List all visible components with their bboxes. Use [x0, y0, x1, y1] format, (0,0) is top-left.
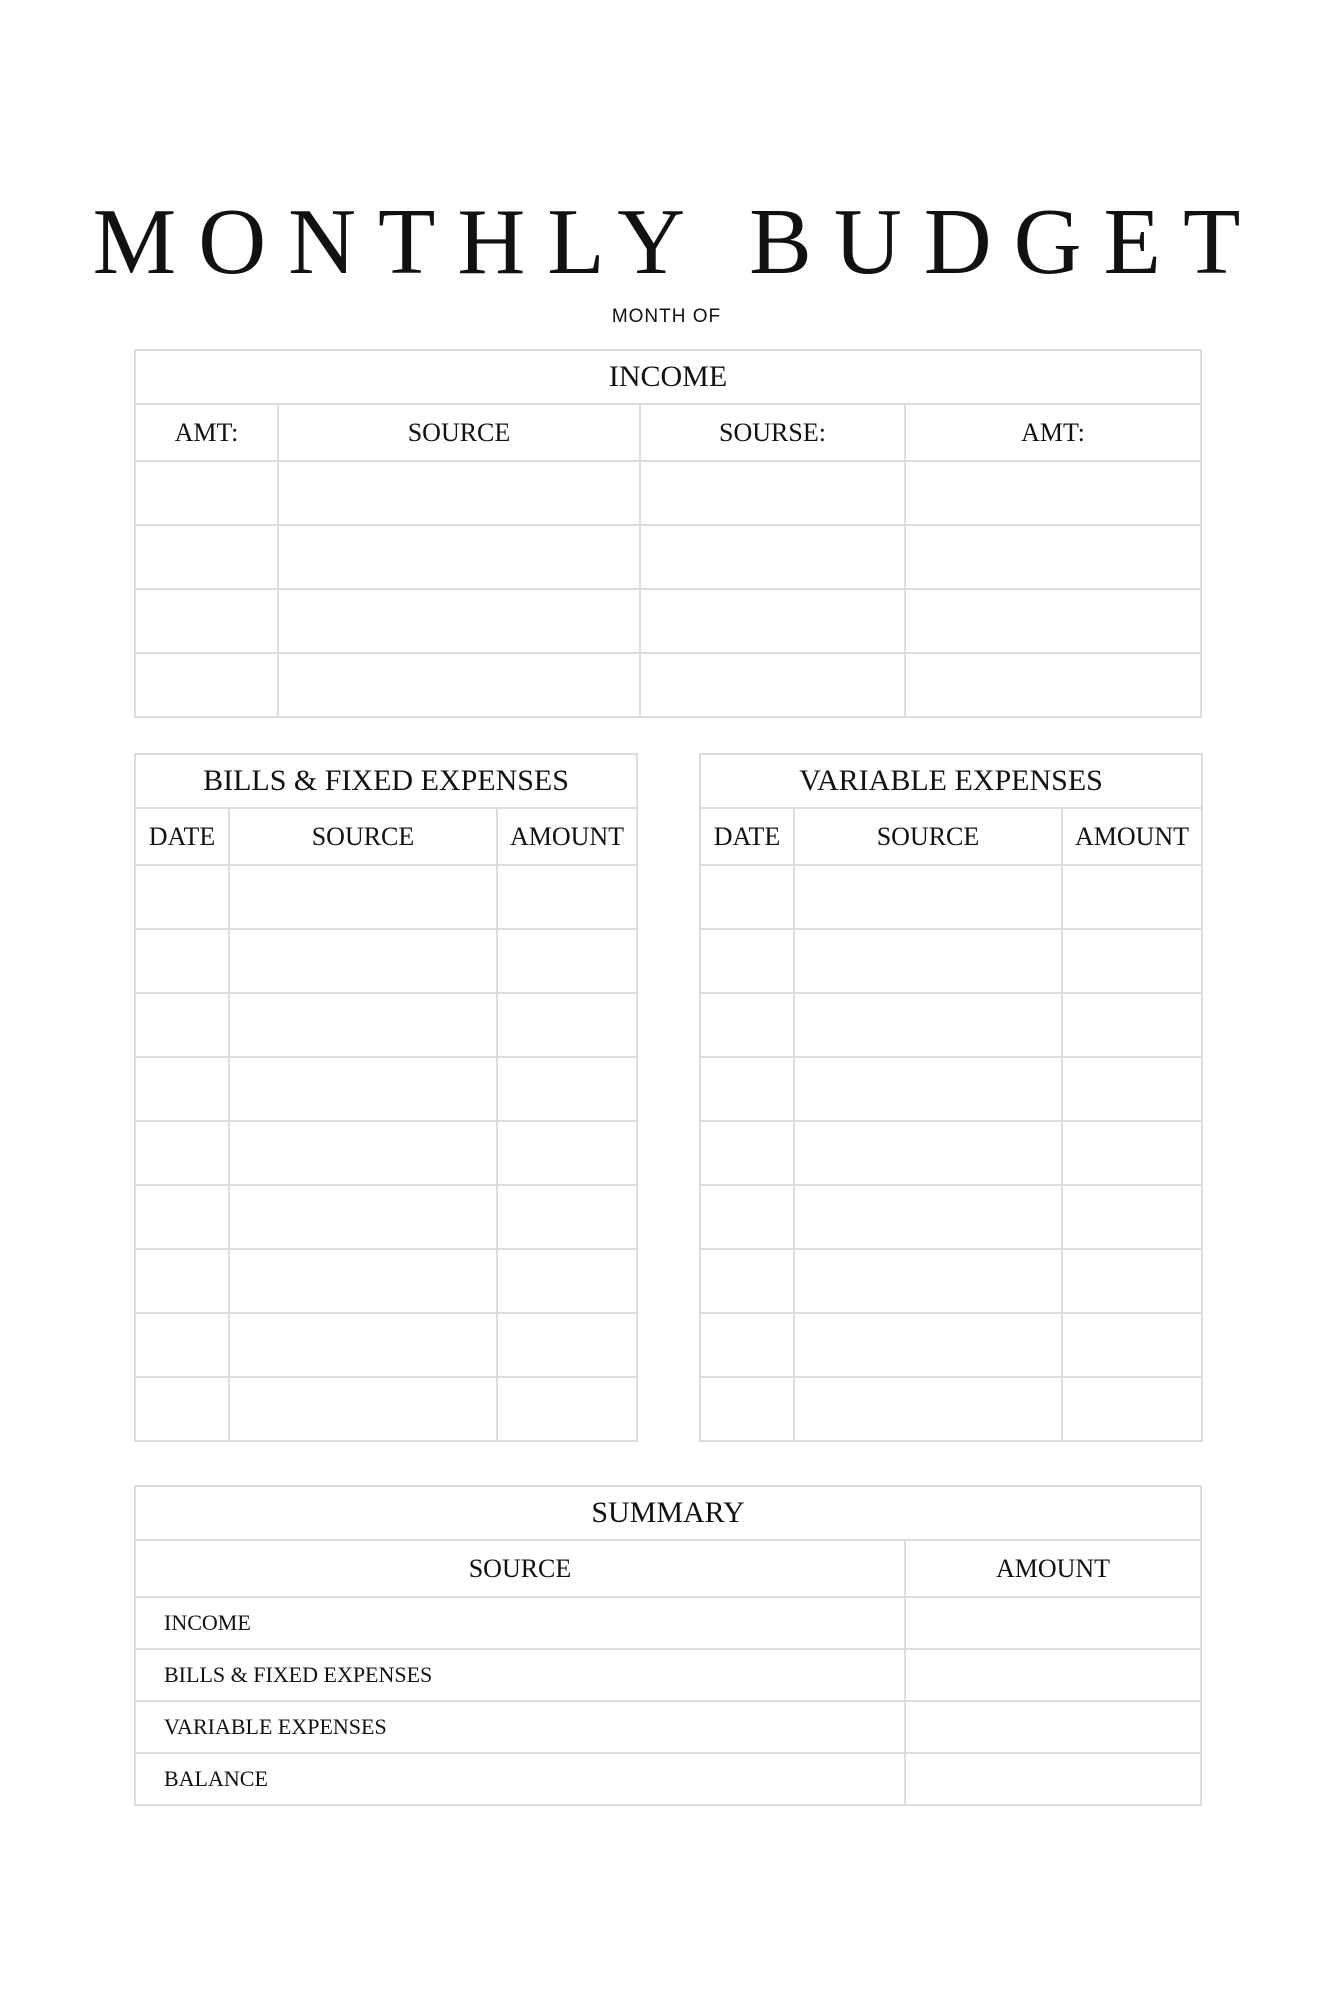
summary-title: SUMMARY — [135, 1486, 1201, 1540]
bills-row — [135, 929, 637, 993]
variable-cell[interactable] — [794, 929, 1062, 993]
summary-row — [135, 1649, 1201, 1701]
variable-row — [700, 1057, 1202, 1121]
income-cell[interactable] — [905, 589, 1201, 653]
bills-cell[interactable] — [135, 865, 229, 929]
income-cell[interactable] — [905, 525, 1201, 589]
income-cell[interactable] — [278, 461, 640, 525]
bills-row — [135, 1377, 637, 1441]
summary-row — [135, 1753, 1201, 1805]
bills-cell[interactable] — [229, 1057, 497, 1121]
summary-table — [134, 1485, 1202, 1806]
variable-row — [700, 1249, 1202, 1313]
summary-amount-cell[interactable] — [905, 1701, 1201, 1753]
bills-col-source: SOURCE — [229, 808, 497, 865]
variable-cell[interactable] — [794, 1185, 1062, 1249]
variable-cell[interactable] — [1062, 1249, 1202, 1313]
variable-row — [700, 865, 1202, 929]
variable-rows — [700, 865, 1202, 1441]
income-cell[interactable] — [135, 461, 278, 525]
summary-col-amount: AMOUNT — [905, 1540, 1201, 1597]
income-cell[interactable] — [905, 461, 1201, 525]
income-cell[interactable] — [905, 653, 1201, 717]
variable-cell[interactable] — [1062, 865, 1202, 929]
variable-title: VARIABLE EXPENSES — [700, 754, 1202, 808]
bills-cell[interactable] — [497, 1121, 637, 1185]
income-cell[interactable] — [640, 653, 905, 717]
variable-row — [700, 993, 1202, 1057]
income-rows — [135, 461, 1201, 717]
bills-cell[interactable] — [497, 1313, 637, 1377]
bills-cell[interactable] — [229, 1313, 497, 1377]
variable-cell[interactable] — [794, 993, 1062, 1057]
bills-rows — [135, 865, 637, 1441]
income-cell[interactable] — [135, 589, 278, 653]
variable-cell[interactable] — [1062, 929, 1202, 993]
variable-table — [699, 753, 1203, 1442]
summary-col-source: SOURCE — [135, 1540, 905, 1597]
income-col-amt-right: AMT: — [905, 404, 1201, 461]
variable-cell[interactable] — [794, 865, 1062, 929]
bills-row — [135, 1121, 637, 1185]
bills-cell[interactable] — [229, 1121, 497, 1185]
bills-cell[interactable] — [229, 1249, 497, 1313]
variable-cell[interactable] — [700, 1057, 794, 1121]
variable-col-amount: AMOUNT — [1062, 808, 1202, 865]
income-col-amt-left: AMT: — [135, 404, 278, 461]
bills-cell[interactable] — [135, 1057, 229, 1121]
bills-cell[interactable] — [229, 993, 497, 1057]
variable-cell[interactable] — [794, 1057, 1062, 1121]
income-col-source-left: SOURCE — [278, 404, 640, 461]
income-row — [135, 461, 1201, 525]
variable-cell[interactable] — [794, 1249, 1062, 1313]
bills-cell[interactable] — [497, 1249, 637, 1313]
variable-cell[interactable] — [700, 929, 794, 993]
month-of-label: MONTH OF — [611, 306, 722, 327]
income-title: INCOME — [135, 350, 1201, 404]
variable-cell[interactable] — [700, 1185, 794, 1249]
variable-cell[interactable] — [1062, 1121, 1202, 1185]
bills-cell[interactable] — [497, 993, 637, 1057]
bills-cell[interactable] — [229, 1377, 497, 1441]
variable-cell[interactable] — [1062, 1313, 1202, 1377]
bills-title: BILLS & FIXED EXPENSES — [135, 754, 637, 808]
bills-cell[interactable] — [135, 1185, 229, 1249]
bills-cell[interactable] — [497, 865, 637, 929]
summary-row — [135, 1597, 1201, 1649]
bills-row — [135, 1249, 637, 1313]
variable-cell[interactable] — [794, 1377, 1062, 1441]
bills-col-amount: AMOUNT — [497, 808, 637, 865]
bills-cell[interactable] — [229, 865, 497, 929]
summary-row-label: BALANCE — [135, 1753, 905, 1805]
variable-cell[interactable] — [794, 1121, 1062, 1185]
bills-cell[interactable] — [135, 1249, 229, 1313]
bills-row — [135, 865, 637, 929]
bills-row — [135, 993, 637, 1057]
bills-col-date: DATE — [135, 808, 229, 865]
summary-row-label: BILLS & FIXED EXPENSES — [135, 1649, 905, 1701]
variable-cell[interactable] — [1062, 1377, 1202, 1441]
variable-cell[interactable] — [700, 993, 794, 1057]
bills-row — [135, 1185, 637, 1249]
income-cell[interactable] — [278, 653, 640, 717]
bills-cell[interactable] — [497, 1057, 637, 1121]
summary-amount-cell[interactable] — [905, 1753, 1201, 1805]
variable-col-source: SOURCE — [794, 808, 1062, 865]
bills-cell[interactable] — [497, 929, 637, 993]
variable-cell[interactable] — [700, 1249, 794, 1313]
variable-row — [700, 1313, 1202, 1377]
variable-cell[interactable] — [1062, 1057, 1202, 1121]
bills-cell[interactable] — [135, 993, 229, 1057]
bills-cell[interactable] — [135, 1121, 229, 1185]
bills-cell[interactable] — [229, 1185, 497, 1249]
summary-amount-cell[interactable] — [905, 1597, 1201, 1649]
variable-col-date: DATE — [700, 808, 794, 865]
income-cell[interactable] — [640, 461, 905, 525]
income-row — [135, 653, 1201, 717]
summary-row-label: INCOME — [135, 1597, 905, 1649]
income-row — [135, 589, 1201, 653]
bills-row — [135, 1057, 637, 1121]
bills-cell[interactable] — [497, 1377, 637, 1441]
bills-cell[interactable] — [135, 1313, 229, 1377]
variable-cell[interactable] — [1062, 993, 1202, 1057]
bills-cell[interactable] — [229, 929, 497, 993]
bills-row — [135, 1313, 637, 1377]
variable-cell[interactable] — [700, 1377, 794, 1441]
income-cell[interactable] — [278, 525, 640, 589]
page-title: MONTHLY BUDGET — [92, 190, 1263, 294]
variable-row — [700, 929, 1202, 993]
income-table — [134, 349, 1202, 718]
variable-cell[interactable] — [700, 1121, 794, 1185]
income-cell[interactable] — [278, 589, 640, 653]
income-cell[interactable] — [135, 525, 278, 589]
summary-row — [135, 1701, 1201, 1753]
bills-table — [134, 753, 638, 1442]
variable-cell[interactable] — [700, 865, 794, 929]
variable-row — [700, 1185, 1202, 1249]
income-cell[interactable] — [135, 653, 278, 717]
variable-cell[interactable] — [700, 1313, 794, 1377]
summary-row-label: VARIABLE EXPENSES — [135, 1701, 905, 1753]
summary-amount-cell[interactable] — [905, 1649, 1201, 1701]
income-col-source-right: SOURSE: — [640, 404, 905, 461]
bills-cell[interactable] — [135, 1377, 229, 1441]
variable-cell[interactable] — [794, 1313, 1062, 1377]
variable-row — [700, 1377, 1202, 1441]
variable-row — [700, 1121, 1202, 1185]
income-cell[interactable] — [640, 589, 905, 653]
bills-cell[interactable] — [497, 1185, 637, 1249]
income-cell[interactable] — [640, 525, 905, 589]
income-row — [135, 525, 1201, 589]
bills-cell[interactable] — [135, 929, 229, 993]
variable-cell[interactable] — [1062, 1185, 1202, 1249]
